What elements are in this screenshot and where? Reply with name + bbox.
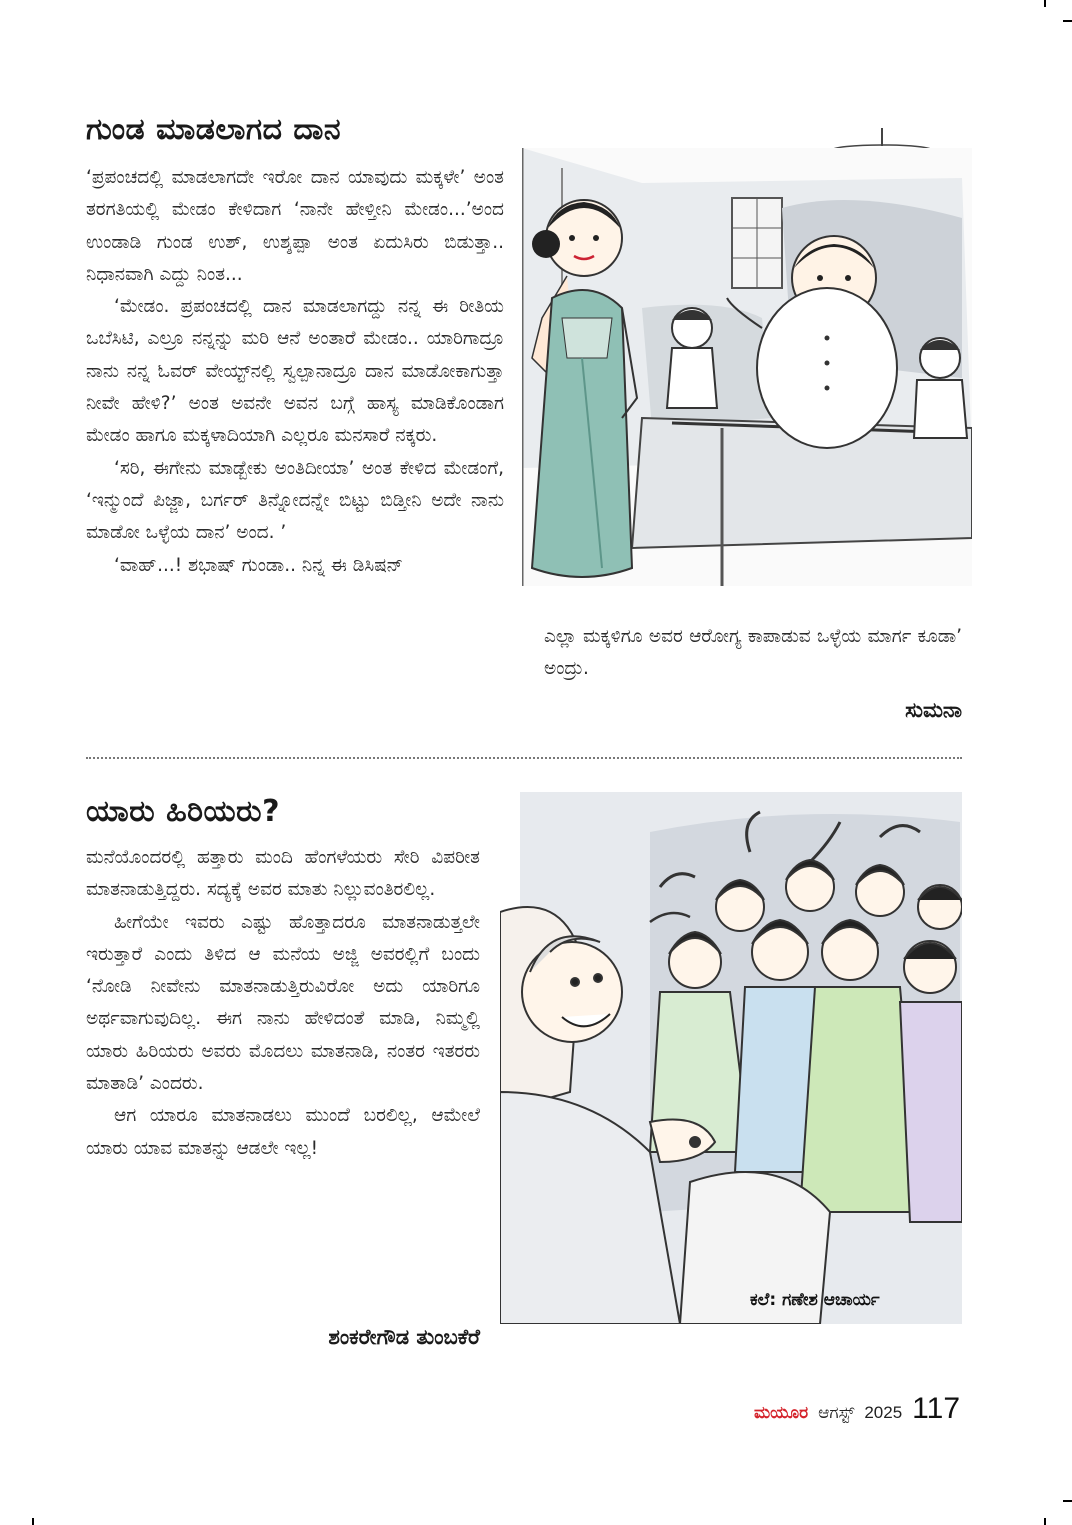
story1-title: ಗುಂಡ ಮಾಡಲಾಗದ ದಾನ	[86, 112, 342, 147]
women-gathering-cartoon-illustration	[500, 792, 962, 1324]
crop-mark	[1063, 1500, 1072, 1502]
illustration-credit: ಕಲೆ: ಗಣೇಶ ಆಚಾರ್ಯ	[750, 1290, 880, 1310]
crop-mark	[1044, 1518, 1046, 1525]
crop-mark	[1044, 0, 1046, 7]
story1-body	[86, 162, 504, 582]
classroom-cartoon-illustration	[522, 128, 972, 586]
story2-author: ಶಂಕರೇಗೌಡ ತುಂಬಕೆರೆ	[328, 1325, 480, 1349]
crop-mark	[32, 1518, 34, 1525]
story2-paragraph: ಹೀಗೆಯೇ ಇವರು ಎಷ್ಟು ಹೊತ್ತಾದರೂ ಮಾತನಾಡುತ್ತಲೇ ಇರುತ್ತಾರೆ ಎಂದು ತಿಳಿದ ಆ ಮನೆಯ ಅಜ್ಜಿ ಅವರಲ್ಲಿಗೆ ಬಂದು ‘ನೋಡಿ ನೀವೇನು ಮಾತನಾಡುತ್ತಿರುವಿರೋ ಅದು ಯಾರಿಗೂ ಅರ್ಥವಾಗುವುದಿಲ್ಲ. ಈಗ ನಾನು ಹೇಳಿದಂತೆ ಮಾಡಿ, ನಿಮ್ಮಲ್ಲಿ ಯಾರು ಹಿರಿಯರು ಅವರು ಮೊದಲು ಮಾತನಾಡಿ, ನಂತರ ಇತರರು ಮಾತಾಡಿ’ ಎಂದರು.	[86, 911, 480, 1095]
story2-body	[86, 842, 480, 1165]
story1-paragraph: ‘ಪ್ರಪಂಚದಲ್ಲಿ ಮಾಡಲಾಗದೇ ಇರೋ ದಾನ ಯಾವುದು ಮಕ್ಕಳೇ’ ಅಂತ ತರಗತಿಯಲ್ಲಿ ಮೇಡಂ ಕೇಳಿದಾಗ ‘ನಾನೇ ಹೇಳ್ತೀನಿ ಮೇಡಂ...’ಅಂದ ಉಂಡಾಡಿ ಗುಂಡ ಉಶ್, ಉಶ್ಶಪ್ಪಾ ಅಂತ ಏದುಸಿರು ಬಿಡುತ್ತಾ.. ನಿಧಾನವಾಗಿ ಎದ್ದು ನಿಂತ...	[86, 167, 504, 285]
story2-paragraph: ಆಗ ಯಾರೂ ಮಾತನಾಡಲು ಮುಂದೆ ಬರಲಿಲ್ಲ, ಆಮೇಲೆ ಯಾರು ಯಾವ ಮಾತನ್ನು ಆಡಲೇ ಇಲ್ಲ!	[86, 1105, 480, 1159]
page-number: 117	[912, 1392, 960, 1425]
issue-month: ಆಗಸ್ಟ್	[818, 1403, 855, 1423]
story1-continuation: ಎಲ್ಲಾ ಮಕ್ಕಳಿಗೂ ಅವರ ಆರೋಗ್ಯ ಕಾಪಾಡುವ ಒಳ್ಳೆಯ ಮಾರ್ಗ ಕೂಡಾ’ ಅಂದ್ರು.	[544, 626, 962, 680]
story1-author: ಸುಮನಾ	[905, 698, 962, 722]
story2-paragraph: ಮನೆಯೊಂದರಲ್ಲಿ ಹತ್ತಾರು ಮಂದಿ ಹೆಂಗಳೆಯರು ಸೇರಿ ವಿಪರೀತ ಮಾತನಾಡುತ್ತಿದ್ದರು. ಸದ್ಯಕ್ಕೆ ಅವರ ಮಾತು ನಿಲ್ಲುವಂತಿರಲಿಲ್ಲ.	[86, 847, 480, 901]
story1-paragraph: ‘ಸರಿ, ಈಗೇನು ಮಾಡ್ಬೇಕು ಅಂತಿದೀಯಾ’ ಅಂತ ಕೇಳಿದ ಮೇಡಂಗೆ, ‘ಇನ್ಮುಂದೆ ಪಿಜ್ಜಾ, ಬರ್ಗರ್ ತಿನ್ನೋದನ್ನೇ ಬಿಟ್ಟು ಬಿಡ್ತೀನಿ ಅದೇ ನಾನು ಮಾಡೋ ಒಳ್ಳೆಯ ದಾನ’ ಅಂದ. ’	[86, 457, 504, 544]
magazine-brand: ಮಯೂರ	[753, 1403, 809, 1423]
crop-mark	[1063, 20, 1072, 22]
story1-paragraph: ‘ವಾಹ್...! ಶಭಾಷ್ ಗುಂಡಾ.. ನಿನ್ನ ಈ ಡಿಸಿಷನ್	[114, 554, 404, 576]
story1-paragraph: ‘ಮೇಡಂ. ಪ್ರಪಂಚದಲ್ಲಿ ದಾನ ಮಾಡಲಾಗದ್ದು ನನ್ನ ಈ ರೀತಿಯ ಒಬೆಸಿಟಿ, ಎಲ್ರೂ ನನ್ನನ್ನು ಮರಿ ಆನೆ ಅಂತಾರೆ ಮೇಡಂ.. ಯಾರಿಗಾದ್ರೂ ನಾನು ನನ್ನ ಓವರ್ ವೇಯ್ಟ್‌ನಲ್ಲಿ ಸ್ವಲ್ಪಾನಾದ್ರೂ ದಾನ ಮಾಡೋಕಾಗುತ್ತಾ ನೀವೇ ಹೇಳಿ?’ ಅಂತ ಅವನೇ ಅವನ ಬಗ್ಗೆ ಹಾಸ್ಯ ಮಾಡಿಕೊಂಡಾಗ ಮೇಡಂ ಹಾಗೂ ಮಕ್ಕಳಾದಿಯಾಗಿ ಎಲ್ಲರೂ ಮನಸಾರೆ ನಕ್ಕರು.	[86, 296, 504, 447]
story2-title: ಯಾರು ಹಿರಿಯರು?	[86, 794, 280, 829]
issue-year: 2025	[864, 1403, 903, 1422]
page-footer	[754, 1392, 960, 1428]
story-divider	[86, 757, 962, 759]
